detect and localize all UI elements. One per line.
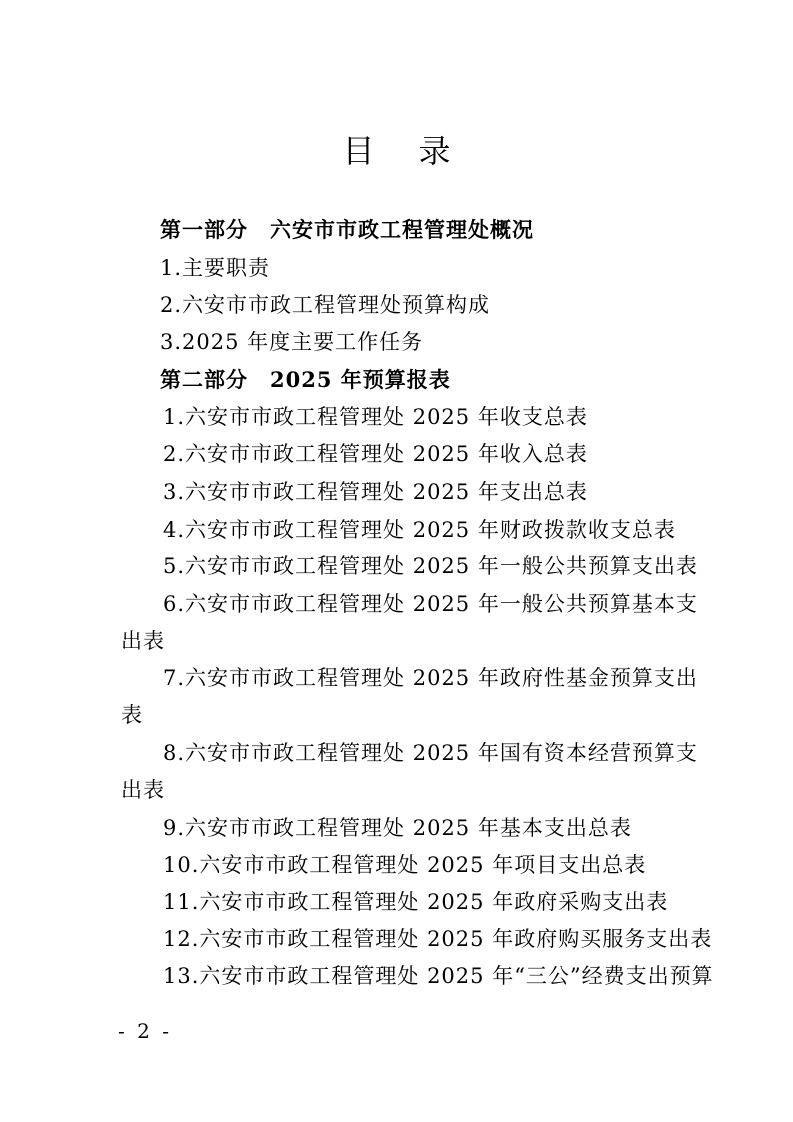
toc-item: 2.六安市市政工程管理处预算构成 bbox=[160, 293, 491, 317]
toc-item: 8.六安市市政工程管理处 2025 年国有资本经营预算支 bbox=[163, 741, 698, 765]
toc-item: 1.主要职责 bbox=[160, 256, 271, 280]
toc-item-continuation: 出表 bbox=[121, 629, 165, 653]
toc-item: 2.六安市市政工程管理处 2025 年收入总表 bbox=[163, 442, 588, 466]
toc-item: 11.六安市市政工程管理处 2025 年政府采购支出表 bbox=[163, 890, 669, 914]
page-title: 目录 bbox=[342, 132, 495, 170]
toc-item: 1.六安市市政工程管理处 2025 年收支总表 bbox=[163, 405, 588, 429]
toc-item: 3.六安市市政工程管理处 2025 年支出总表 bbox=[163, 480, 588, 504]
page-number: - 2 - bbox=[118, 1019, 172, 1043]
part1-label: 第一部分 bbox=[160, 217, 248, 242]
part2-title: 2025 年预算报表 bbox=[270, 367, 451, 392]
part1-heading bbox=[160, 216, 534, 244]
part2-heading bbox=[160, 366, 451, 394]
toc-item: 12.六安市市政工程管理处 2025 年政府购买服务支出表 bbox=[163, 927, 713, 951]
part2-label: 第二部分 bbox=[160, 367, 248, 392]
toc-item: 5.六安市市政工程管理处 2025 年一般公共预算支出表 bbox=[163, 554, 698, 578]
toc-item-continuation: 出表 bbox=[121, 778, 165, 802]
part1-title: 六安市市政工程管理处概况 bbox=[270, 217, 534, 242]
toc-item: 7.六安市市政工程管理处 2025 年政府性基金预算支出 bbox=[163, 666, 698, 690]
toc-item: 3.2025 年度主要工作任务 bbox=[160, 330, 424, 354]
toc-item: 13.六安市市政工程管理处 2025 年“三公”经费支出预算 bbox=[163, 964, 714, 988]
toc-item: 6.六安市市政工程管理处 2025 年一般公共预算基本支 bbox=[163, 592, 698, 616]
toc-item: 4.六安市市政工程管理处 2025 年财政拨款收支总表 bbox=[163, 518, 676, 542]
toc-item: 10.六安市市政工程管理处 2025 年项目支出总表 bbox=[163, 853, 647, 877]
toc-item: 9.六安市市政工程管理处 2025 年基本支出总表 bbox=[163, 816, 632, 840]
toc-item-continuation: 表 bbox=[121, 703, 143, 727]
